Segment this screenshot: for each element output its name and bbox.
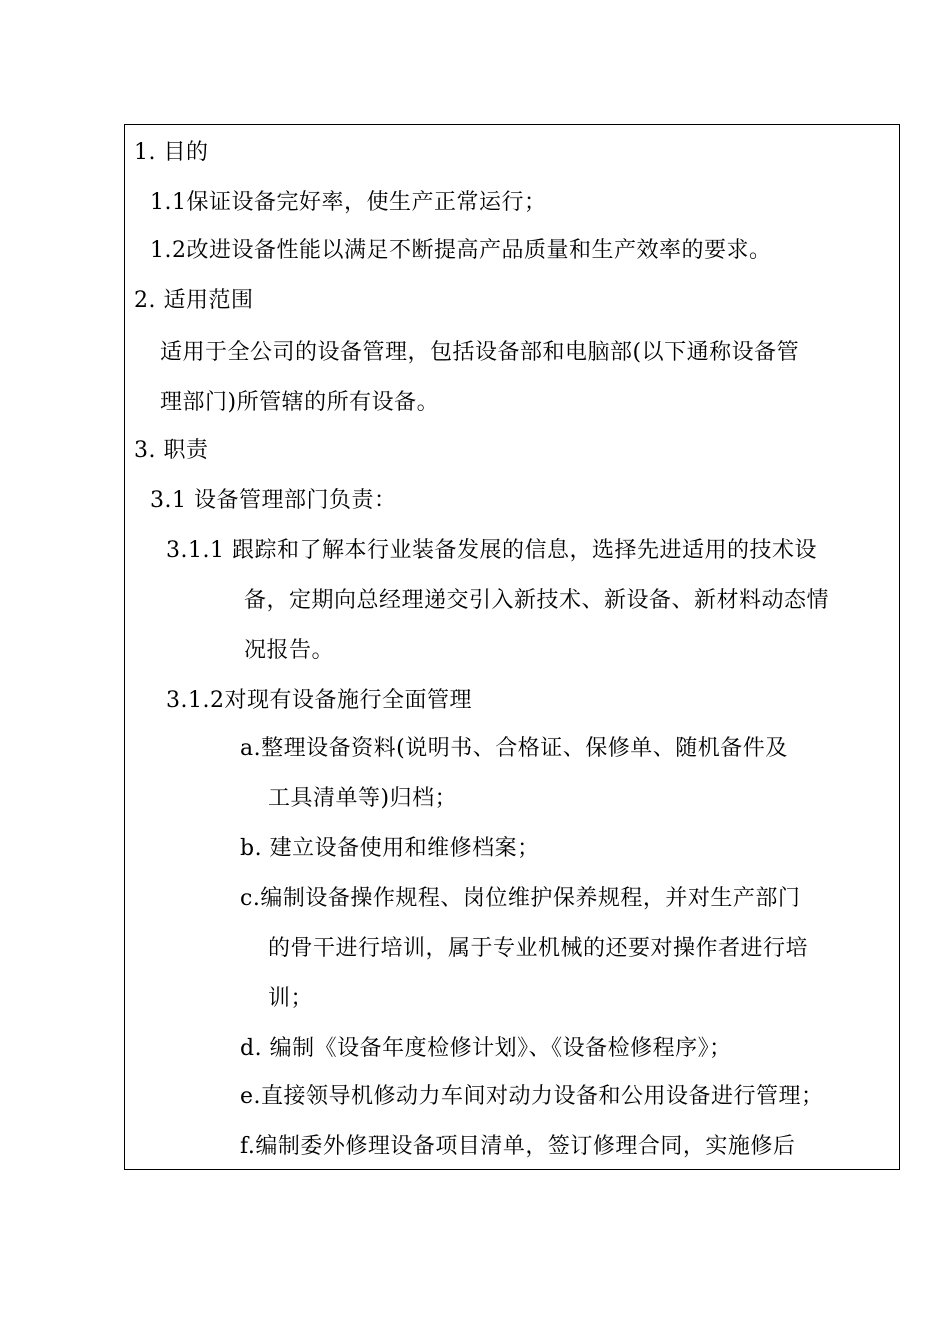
section-1-heading: 1. 目的 — [134, 140, 209, 165]
sub-c-line1: c.编制设备操作规程、岗位维护保养规程，并对生产部门 — [240, 886, 801, 911]
sub-c-line3: 训； — [268, 986, 314, 1011]
sub-d: d. 编制《设备年度检修计划》、《设备检修程序》； — [240, 1036, 732, 1061]
sub-b: b. 建立设备使用和维修档案； — [240, 836, 540, 861]
item-3-1-1-line1: 3.1.1 跟踪和了解本行业装备发展的信息，选择先进适用的技术设 — [166, 538, 817, 563]
item-1-1: 1.1保证设备完好率，使生产正常运行； — [150, 190, 547, 215]
section-2-heading: 2. 适用范围 — [134, 288, 254, 313]
sub-c-line2: 的骨干进行培训，属于专业机械的还要对操作者进行培 — [268, 936, 809, 961]
section-2-body-line1: 适用于全公司的设备管理，包括设备部和电脑部(以下通称设备管 — [160, 340, 800, 365]
sub-f: f.编制委外修理设备项目清单，签订修理合同，实施修后 — [240, 1134, 796, 1159]
sub-a-line1: a.整理设备资料(说明书、合格证、保修单、随机备件及 — [240, 736, 788, 761]
sub-e: e.直接领导机修动力车间对动力设备和公用设备进行管理； — [240, 1084, 824, 1109]
item-1-2: 1.2改进设备性能以满足不断提高产品质量和生产效率的要求。 — [150, 238, 772, 263]
item-3-1: 3.1 设备管理部门负责： — [150, 488, 397, 513]
item-3-1-2: 3.1.2对现有设备施行全面管理 — [166, 688, 472, 713]
item-3-1-1-line3: 况报告。 — [244, 638, 335, 663]
item-3-1-1-line2: 备，定期向总经理递交引入新技术、新设备、新材料动态情 — [244, 588, 830, 613]
sub-a-line2: 工具清单等)归档； — [268, 786, 458, 811]
section-3-heading: 3. 职责 — [134, 438, 209, 463]
document-frame — [124, 124, 900, 1170]
section-2-body-line2: 理部门)所管辖的所有设备。 — [160, 390, 440, 415]
